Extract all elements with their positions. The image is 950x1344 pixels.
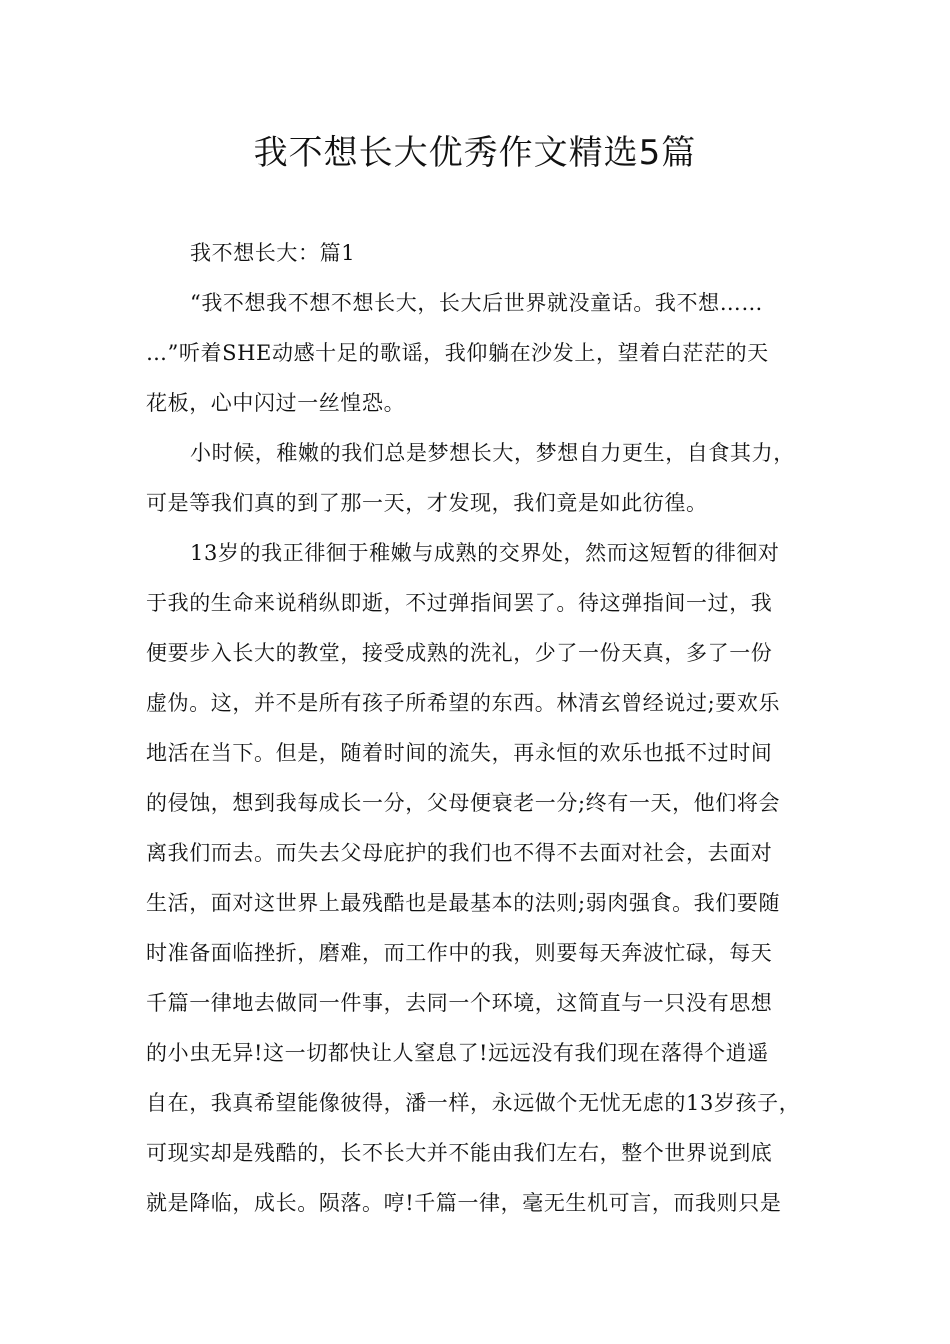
paragraph-line: 自在，我真希望能像彼得，潘一样，永远做个无忧无虑的13岁孩子， (146, 1091, 801, 1115)
paragraph-line: 虚伪。这，并不是所有孩子所希望的东西。林清玄曾经说过;要欢乐 (146, 691, 781, 715)
paragraph-line: 可现实却是残酷的，长不长大并不能由我们左右，整个世界说到底 (146, 1141, 773, 1165)
paragraph-line: 13岁的我正徘徊于稚嫩与成熟的交界处，然而这短暂的徘徊对 (190, 541, 780, 565)
paragraph-line: …”听着SHE动感十足的歌谣，我仰躺在沙发上，望着白茫茫的天 (146, 341, 769, 365)
paragraph-line: 千篇一律地去做同一件事，去同一个环境，这简直与一只没有思想 (146, 991, 773, 1015)
paragraph-line: 可是等我们真的到了那一天，才发现，我们竟是如此彷徨。 (146, 491, 708, 515)
document-title: 我不想长大优秀作文精选5篇 (253, 133, 697, 173)
paragraph-line: 离我们而去。而失去父母庇护的我们也不得不去面对社会，去面对 (146, 841, 773, 865)
paragraph-line: 地活在当下。但是，随着时间的流失，再永恒的欢乐也抵不过时间 (146, 741, 773, 765)
paragraph-line: 生活，面对这世界上最残酷也是最基本的法则;弱肉强食。我们要随 (146, 891, 781, 915)
paragraph-line: 于我的生命来说稍纵即逝，不过弹指间罢了。待这弹指间一过，我 (146, 591, 773, 615)
paragraph-line: 就是降临，成长。陨落。哼!千篇一律，毫无生机可言，而我则只是 (146, 1191, 782, 1215)
paragraph-line: “我不想我不想不想长大，长大后世界就没童话。我不想…… (190, 291, 763, 315)
essay-body (146, 228, 818, 1228)
paragraph-line: 花板，心中闪过一丝惶恐。 (146, 391, 406, 415)
paragraph-line: 的小虫无异!这一切都快让人窒息了!远远没有我们现在落得个逍遥 (146, 1041, 769, 1065)
paragraph-line: 时准备面临挫折，磨难，而工作中的我，则要每天奔波忙碌，每天 (146, 941, 773, 965)
paragraph-line: 便要步入长大的教堂，接受成熟的洗礼，少了一份天真，多了一份 (146, 641, 773, 665)
paragraph-line: 的侵蚀，想到我每成长一分，父母便衰老一分;终有一天，他们将会 (146, 791, 781, 815)
paragraph-line: 小时候，稚嫩的我们总是梦想长大，梦想自力更生，自食其力， (190, 441, 795, 465)
section-heading: 我不想长大：篇1 (190, 241, 356, 265)
